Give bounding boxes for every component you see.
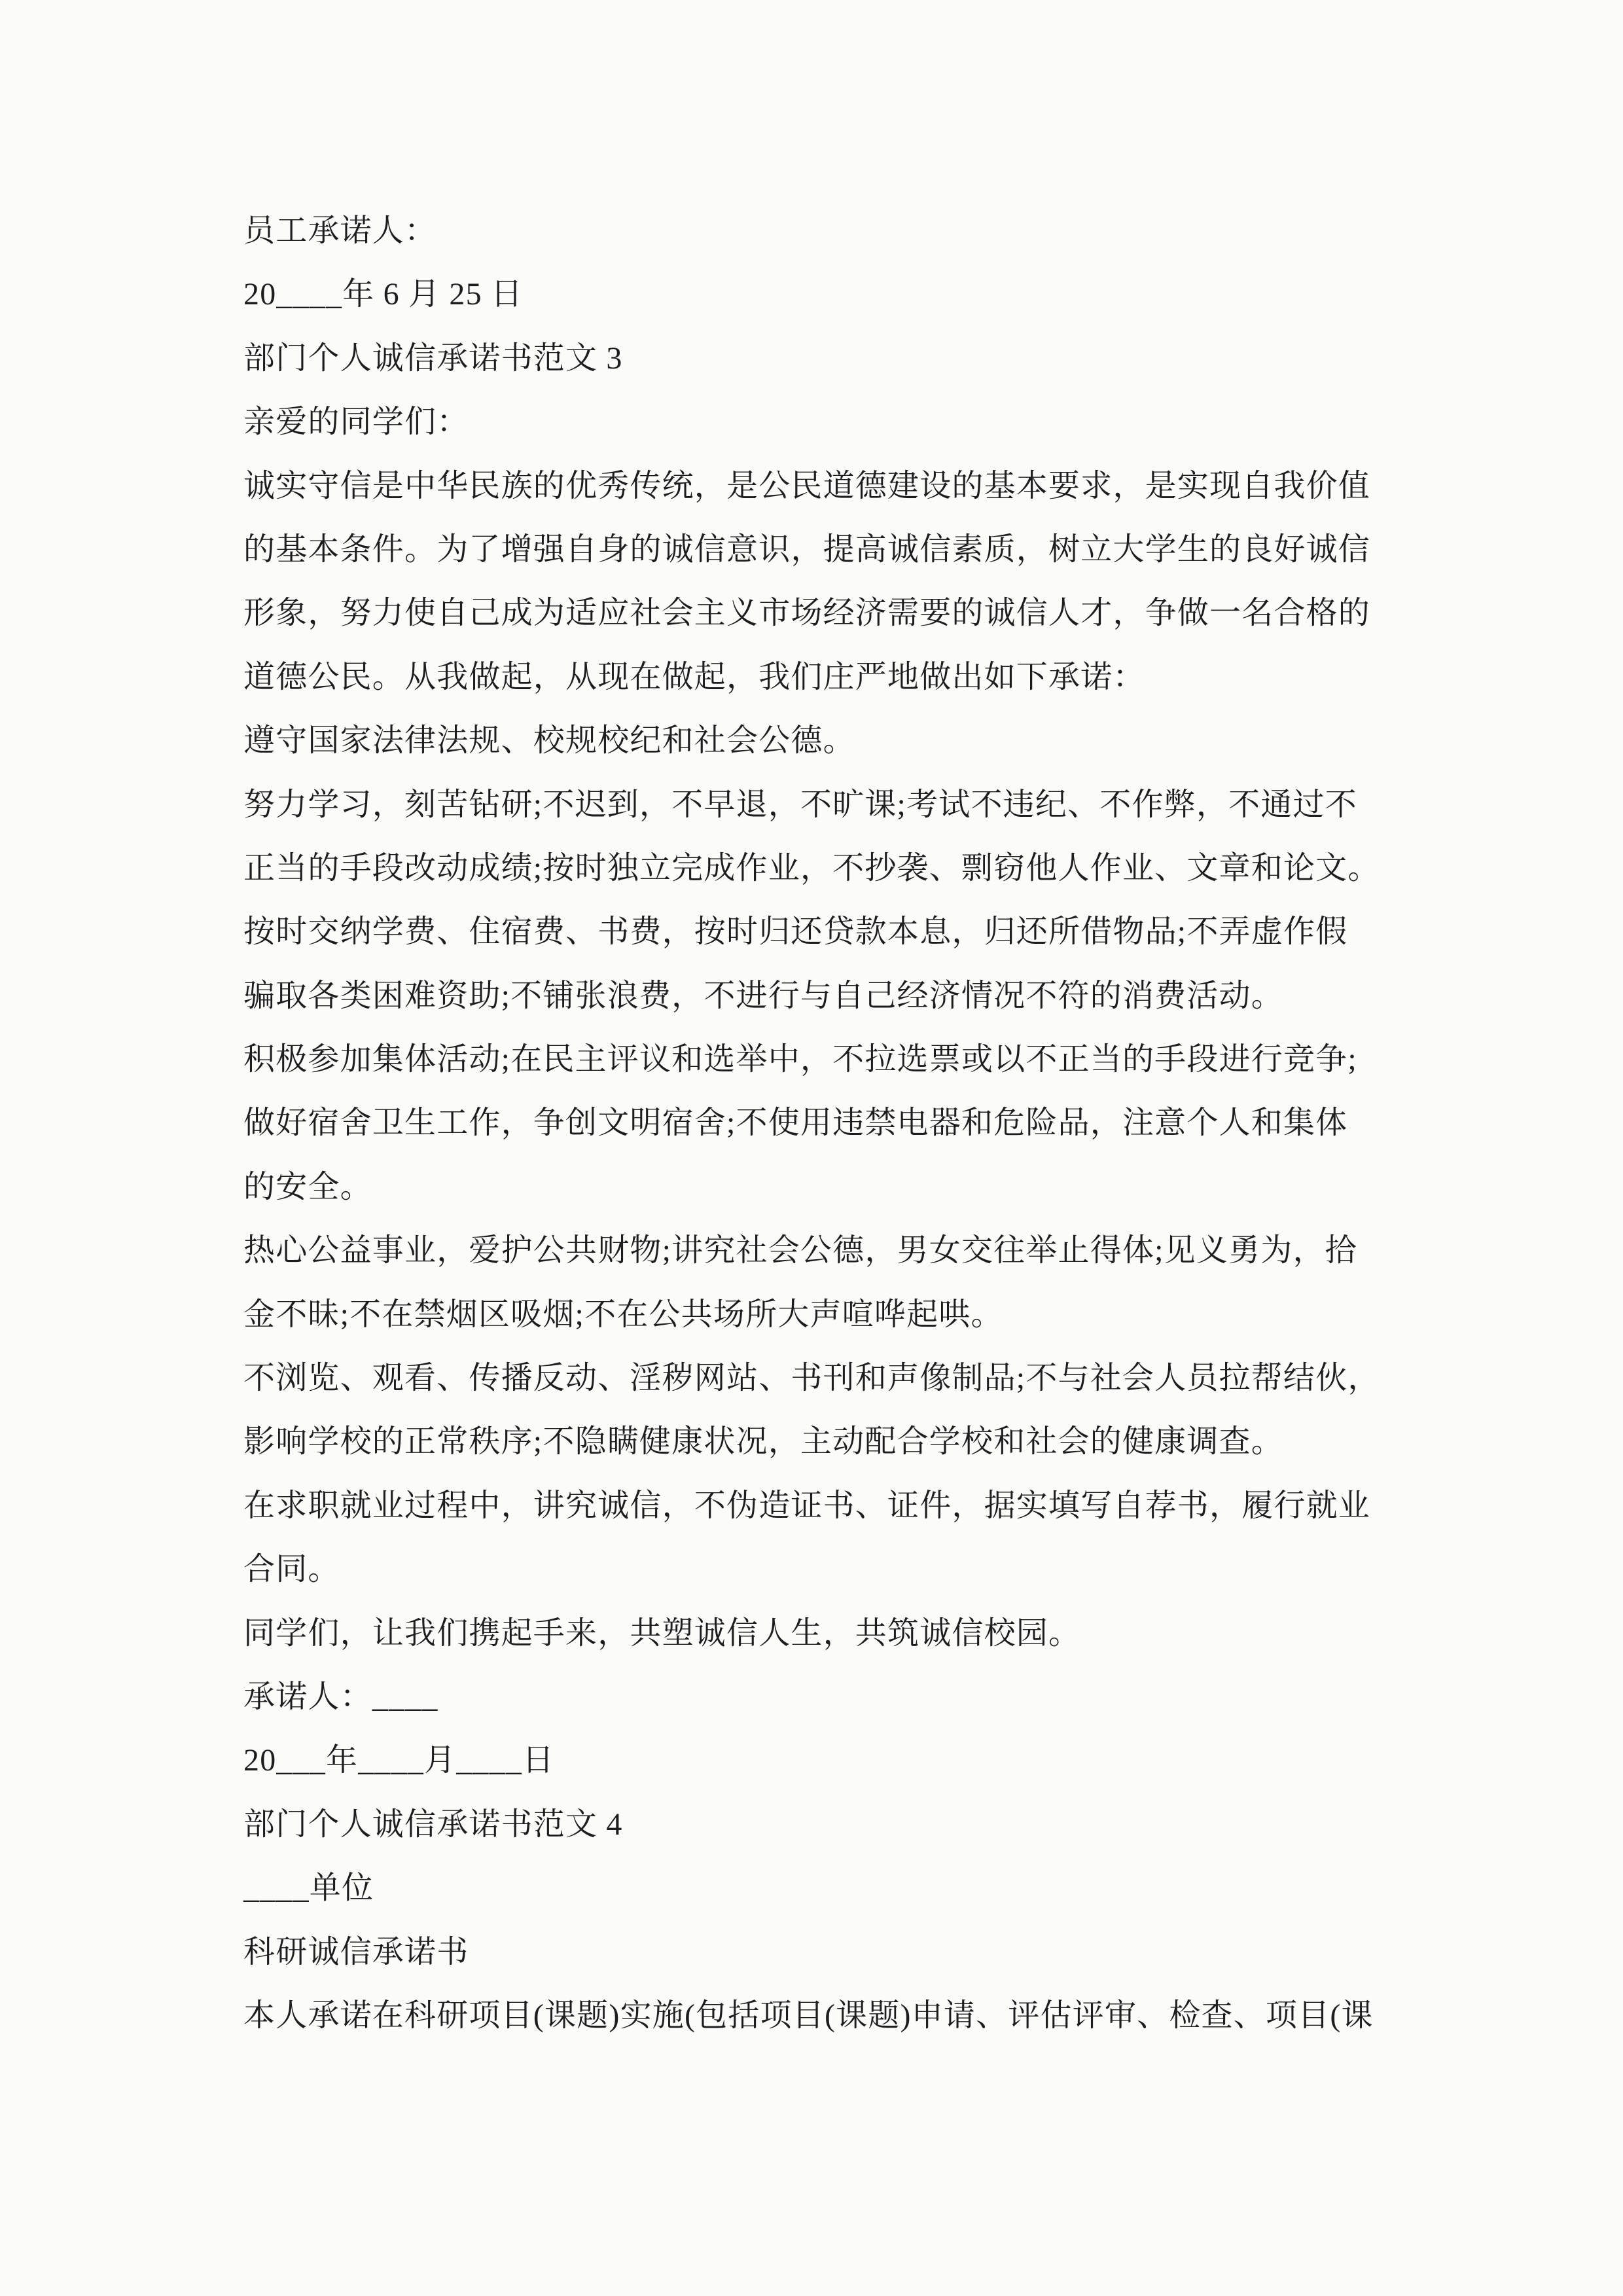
text-line: 部门个人诚信承诺书范文 4 — [243, 1806, 623, 1842]
text-line: 亲爱的同学们： — [243, 404, 469, 440]
text-line: 合同。 — [243, 1552, 340, 1587]
text-line: 金不昧;不在禁烟区吸烟;不在公共场所大声喧哗起哄。 — [243, 1297, 1003, 1332]
text-line: 在求职就业过程中，讲究诚信，不伪造证书、证件，据实填写自荐书，履行就业 — [243, 1488, 1371, 1523]
text-line: 不浏览、观看、传播反动、淫秽网站、书刊和声像制品;不与社会人员拉帮结伙， — [243, 1361, 1380, 1396]
text-line: 道德公民。从我做起，从现在做起，我们庄严地做出如下承诺： — [243, 659, 1145, 694]
text-line: 员工承诺人： — [243, 213, 437, 248]
text-line: 正当的手段改动成绩;按时独立完成作业，不抄袭、剽窃他人作业、文章和论文。 — [243, 850, 1380, 886]
text-line: 诚实守信是中华民族的优秀传统，是公民道德建设的基本要求，是实现自我价值 — [243, 468, 1371, 503]
text-line: 努力学习，刻苦钻研;不迟到，不早退，不旷课;考试不违纪、不作弊，不通过不 — [243, 787, 1357, 822]
text-line: 遵守国家法律法规、校规校纪和社会公德。 — [243, 723, 855, 759]
text-line: 部门个人诚信承诺书范文 3 — [243, 340, 623, 376]
text-line: 骗取各类困难资助;不铺张浪费，不进行与自己经济情况不符的消费活动。 — [243, 978, 1283, 1013]
text-line: 的安全。 — [243, 1169, 372, 1204]
text-line: 积极参加集体活动;在民主评议和选举中，不拉选票或以不正当的手段进行竞争; — [243, 1042, 1357, 1077]
text-line: 影响学校的正常秩序;不隐瞒健康状况，主动配合学校和社会的健康调查。 — [243, 1424, 1283, 1460]
text-line: 做好宿舍卫生工作，争创文明宿舍;不使用违禁电器和危险品，注意个人和集体 — [243, 1105, 1348, 1141]
document-text-block — [243, 199, 1415, 2047]
text-line: ____单位 — [243, 1871, 374, 1906]
text-line: 形象，努力使自己成为适应社会主义市场经济需要的诚信人才，争做一名合格的 — [243, 596, 1371, 631]
text-line: 本人承诺在科研项目(课题)实施(包括项目(课题)申请、评估评审、检查、项目(课 — [243, 1998, 1374, 2033]
text-line: 20____年 6 月 25 日 — [243, 277, 524, 312]
text-line: 科研诚信承诺书 — [243, 1934, 469, 1969]
text-line: 同学们，让我们携起手来，共塑诚信人生，共筑诚信校园。 — [243, 1615, 1081, 1651]
text-line: 热心公益事业，爱护公共财物;讲究社会公德，男女交往举止得体;见义勇为，拾 — [243, 1233, 1357, 1268]
text-line: 的基本条件。为了增强自身的诚信意识，提高诚信素质，树立大学生的良好诚信 — [243, 531, 1371, 567]
text-line: 承诺人：____ — [243, 1679, 438, 1714]
text-line: 20___年____月____日 — [243, 1743, 555, 1778]
text-line: 按时交纳学费、住宿费、书费，按时归还贷款本息，归还所借物品;不弄虚作假 — [243, 914, 1348, 950]
